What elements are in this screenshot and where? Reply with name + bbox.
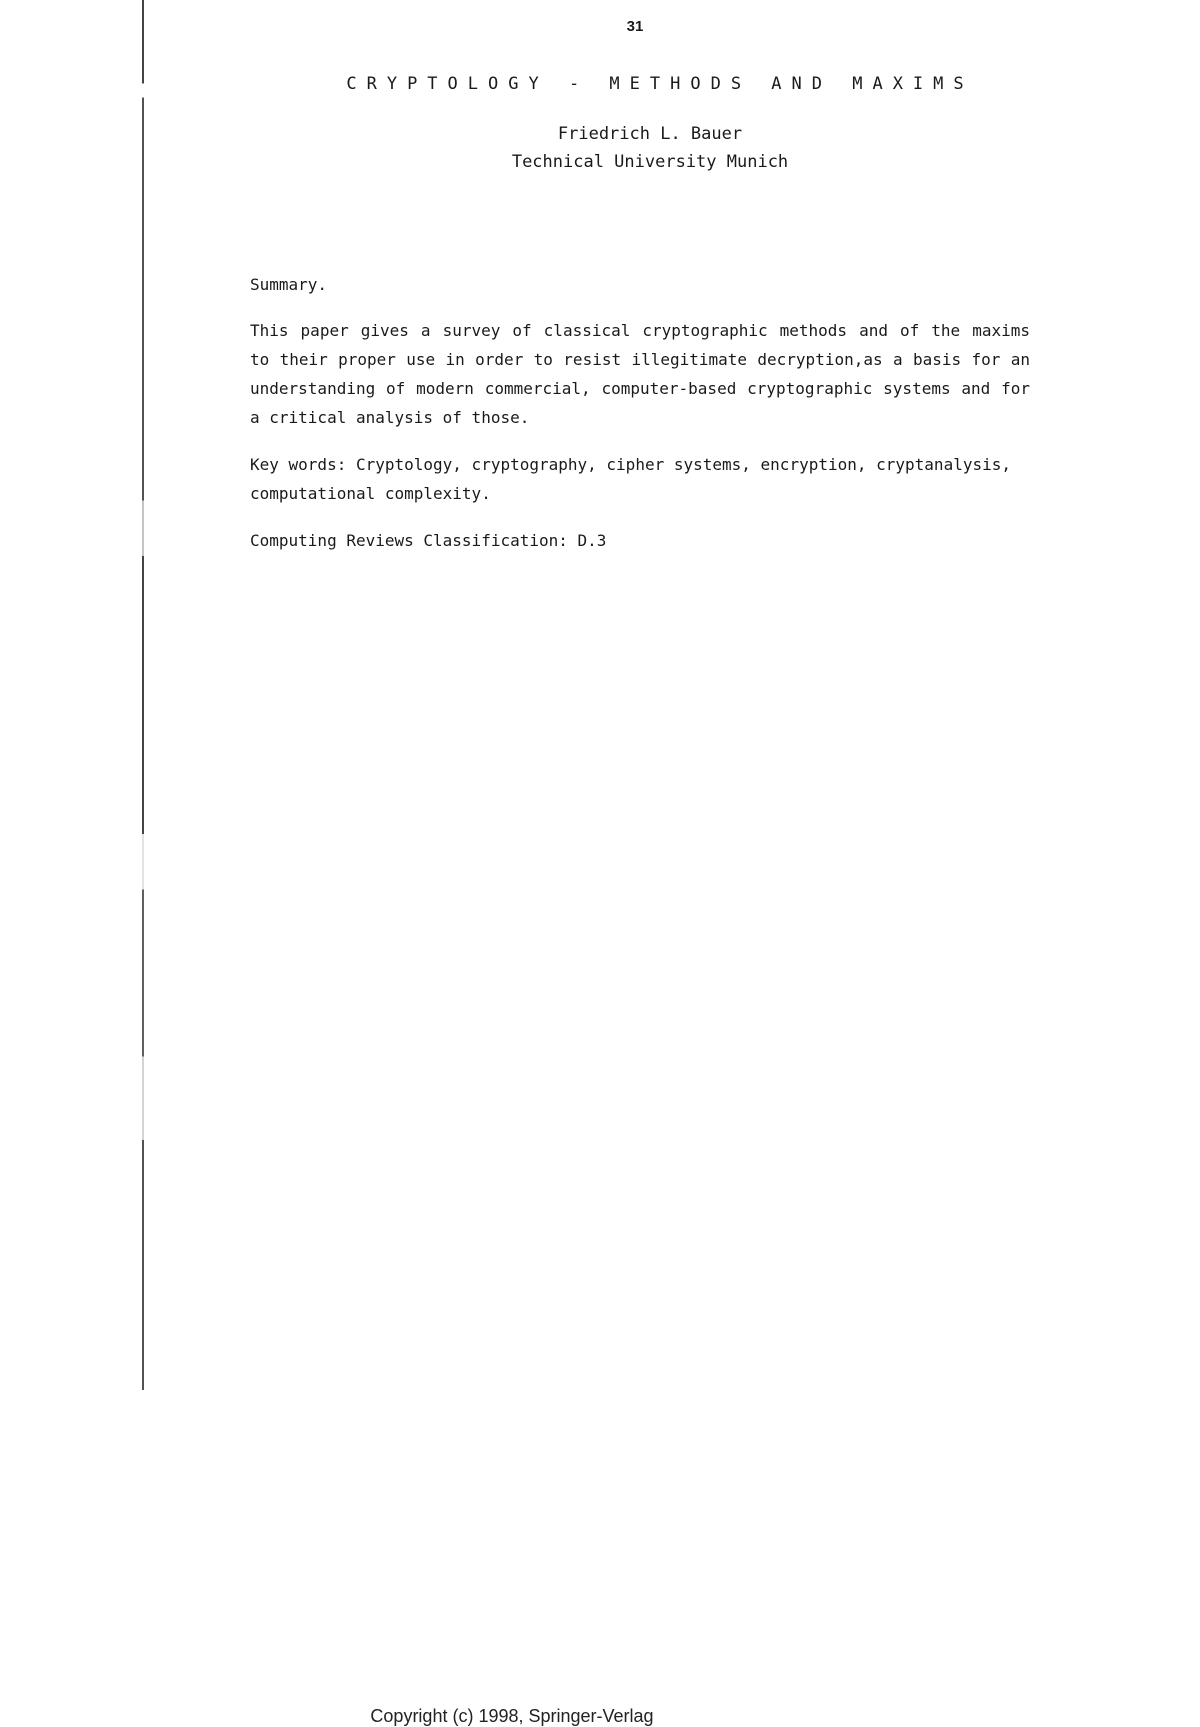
abstract-paragraph: This paper gives a survey of classical cryptographic methods and of the maxims to their proper use in order to resist illegitimate decryption,as a basis for an understanding of modern commercial, computer-based cryptographic systems and for a critical analysis of those.: [250, 321, 1030, 427]
keywords-paragraph: Key words: Cryptology, cryptography, cipher systems, encryption, cryptanalysis, computational complexity.: [250, 455, 1011, 503]
classification-line: Computing Reviews Classification: D.3: [250, 531, 607, 550]
scan-binding-edge: [142, 0, 144, 1390]
author-name: Friedrich L. Bauer: [557, 124, 743, 144]
paper-body: [250, 270, 1030, 573]
paper-title: CRYPTOLOGY - METHODS AND MAXIMS: [346, 74, 974, 94]
summary-heading: Summary.: [250, 275, 328, 294]
copyright-footer: Copyright (c) 1998, Springer-Verlag: [370, 1706, 654, 1726]
author-affiliation: Technical University Munich: [511, 152, 789, 172]
page-number: 31: [626, 18, 644, 35]
